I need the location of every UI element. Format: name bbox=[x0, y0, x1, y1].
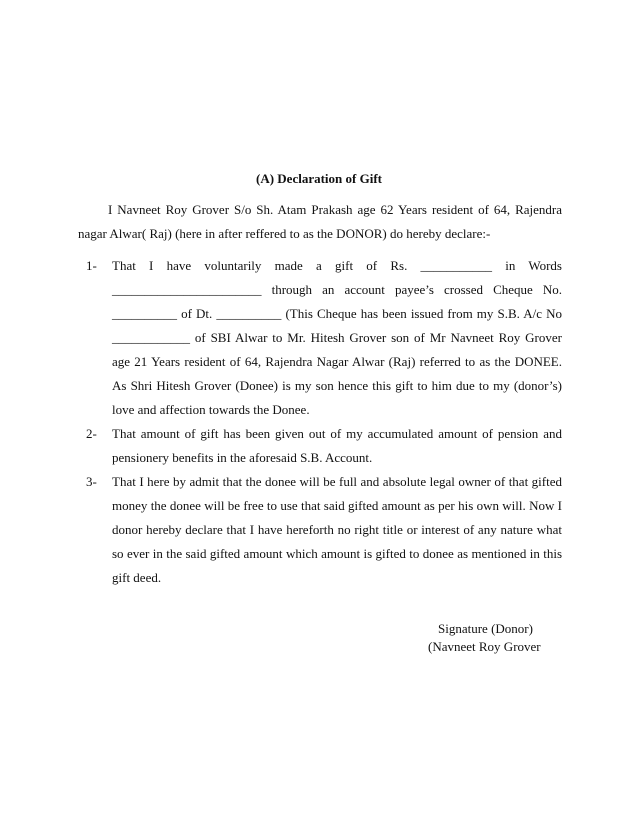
declaration-item-1 bbox=[86, 254, 562, 422]
signature-name: (Navneet Roy Grover bbox=[428, 639, 541, 654]
declaration-item-3 bbox=[86, 470, 562, 590]
declaration-number: 1- bbox=[86, 258, 97, 273]
document-title: (A) Declaration of Gift bbox=[256, 171, 382, 186]
declaration-text: That I here by admit that the donee will be full and absolute legal owner of that gifted money the donee will be free to use that said gifted amount as per his own will. Now I donor hereby declare that I have hereforth no right title or interest of any nature what so ever in the said gifted amount which amount is gifted to donee as mentioned in this gift deed. bbox=[112, 474, 562, 585]
declaration-list bbox=[86, 254, 562, 590]
signature-label: Signature (Donor) bbox=[438, 621, 533, 636]
declaration-number: 2- bbox=[86, 426, 97, 441]
declaration-text: That I have voluntarily made a gift of Rs. ___________ in Words _______________________ through an account payee’s crossed Cheque No. __________ of Dt. __________ (This Cheque has been issued from my S.B. A/c No ____________ of SBI Alwar to Mr. Hitesh Grover son of Mr Navneet Roy Grover age 21 Years resident of 64, Rajendra Nagar Alwar (Raj) referred to as the DONEE. As Shri Hitesh Grover (Donee) is my son hence this gift to him due to my (donor’s) love and affection towards the Donee. bbox=[112, 258, 562, 417]
declaration-number: 3- bbox=[86, 474, 97, 489]
signature-block bbox=[428, 620, 618, 656]
declaration-text: That amount of gift has been given out of my accumulated amount of pension and pensionery benefits in the aforesaid S.B. Account. bbox=[112, 426, 562, 465]
intro-paragraph: I Navneet Roy Grover S/o Sh. Atam Prakash age 62 Years resident of 64, Rajendra nagar Alwar( Raj) (here in after reffered to as the DONOR) do hereby declare:- bbox=[78, 202, 562, 241]
declaration-item-2 bbox=[86, 422, 562, 470]
